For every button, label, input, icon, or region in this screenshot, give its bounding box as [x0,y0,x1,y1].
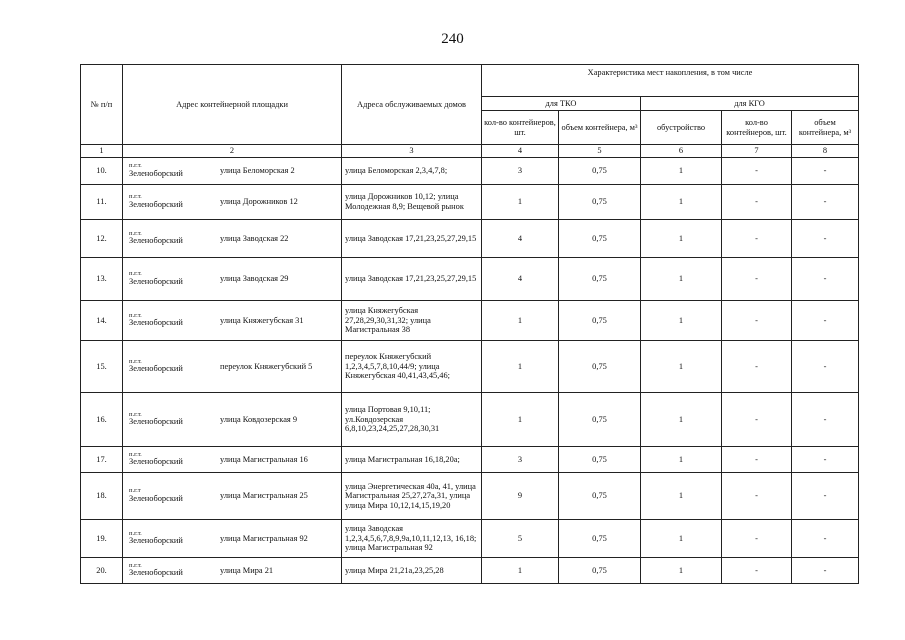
kgo-arrangement: 1 [641,473,722,520]
header-kgo: для КГО [641,97,859,111]
tko-count: 3 [482,158,559,185]
kgo-arrangement: 1 [641,158,722,185]
kgo-count: - [722,341,792,393]
kgo-count: - [722,447,792,473]
kgo-volume: - [792,393,859,447]
locality-prefix: п.г.т. [129,311,142,319]
table-row [81,447,859,473]
tko-count: 5 [482,520,559,558]
kgo-count: - [722,220,792,258]
locality-prefix: п.г.т. [129,270,142,278]
kgo-arrangement: 1 [641,447,722,473]
locality: Зеленоборский [129,277,183,287]
header-num: № п/п [81,65,123,145]
kgo-volume: - [792,158,859,185]
kgo-arrangement: 1 [641,185,722,220]
site-address [123,473,342,520]
site-address [123,447,342,473]
kgo-arrangement: 1 [641,258,722,301]
table-row [81,341,859,393]
table-row [81,558,859,584]
col-number: 8 [792,145,859,158]
tko-volume: 0,75 [559,393,641,447]
served-houses: улица Энергетическая 40а, 41, улица Магистральная 25,27,27а,31, улица улица Мира 10,12,14,15,19,20 [342,473,482,520]
site-address [123,185,342,220]
tko-volume: 0,75 [559,447,641,473]
kgo-arrangement: 1 [641,220,722,258]
site-address [123,558,342,584]
table-row [81,393,859,447]
served-houses: улица Заводская 17,21,23,25,27,29,15 [342,258,482,301]
table-row [81,520,859,558]
page-number: 240 [441,31,464,47]
kgo-arrangement: 1 [641,341,722,393]
kgo-arrangement: 1 [641,520,722,558]
locality-prefix: п.г.т. [129,193,142,201]
served-houses: улица Заводская 1,2,3,4,5,6,7,8,9,9а,10,11,12,13, 16,18; улица Магистральная 92 [342,520,482,558]
col-number: 6 [641,145,722,158]
kgo-count: - [722,158,792,185]
locality-prefix: п.г.т. [129,561,142,569]
kgo-volume: - [792,185,859,220]
tko-count: 4 [482,220,559,258]
site-address [123,393,342,447]
site-address [123,258,342,301]
header-characteristics: Характеристика мест накопления, в том числе [482,65,859,97]
served-houses: улица Дорожников 10,12; улица Молодежная 8,9; Вещевой рынок [342,185,482,220]
header-houses: Адреса обслуживаемых домов [342,65,482,145]
site-street: переулок Княжегубский 5 [220,361,313,371]
kgo-count: - [722,558,792,584]
locality-prefix: п.г.т. [129,450,142,458]
row-number: 11. [81,185,123,220]
table-row [81,473,859,520]
row-number: 10. [81,158,123,185]
table-row [81,220,859,258]
locality: Зеленоборский [129,568,183,578]
tko-volume: 0,75 [559,258,641,301]
locality: Зеленоборский [129,236,183,246]
kgo-arrangement: 1 [641,301,722,341]
site-street: улица Беломорская 2 [220,166,295,176]
tko-count: 1 [482,558,559,584]
kgo-count: - [722,185,792,220]
header-kgo-volume: объем контейнера, м³ [792,111,859,145]
col-number: 5 [559,145,641,158]
locality-prefix: п.г.т [129,487,141,495]
tko-volume: 0,75 [559,341,641,393]
kgo-count: - [722,473,792,520]
site-street: улица Дорожников 12 [220,197,298,207]
header-tko: для ТКО [482,97,641,111]
served-houses: улица Магистральная 16,18,20а; [342,447,482,473]
header-kgo-arrangement: обустройство [641,111,722,145]
table-row [81,185,859,220]
locality: Зеленоборский [129,318,183,328]
locality: Зеленоборский [129,417,183,427]
row-number: 18. [81,473,123,520]
site-street: улица Ковдозерская 9 [220,414,298,424]
served-houses: улица Беломорская 2,3,4,7,8; [342,158,482,185]
row-number: 12. [81,220,123,258]
table-row [81,258,859,301]
header-address: Адрес контейнерной площадки [123,65,342,145]
site-street: улица Заводская 22 [220,233,289,243]
kgo-arrangement: 1 [641,558,722,584]
tko-count: 1 [482,185,559,220]
locality: Зеленоборский [129,457,183,467]
locality-prefix: п.г.т. [129,529,142,537]
locality: Зеленоборский [129,364,183,374]
kgo-count: - [722,393,792,447]
tko-volume: 0,75 [559,473,641,520]
kgo-volume: - [792,341,859,393]
kgo-volume: - [792,258,859,301]
row-number: 19. [81,520,123,558]
tko-count: 1 [482,393,559,447]
tko-volume: 0,75 [559,558,641,584]
site-address [123,220,342,258]
site-street: улица Магистральная 92 [220,533,308,543]
kgo-volume: - [792,447,859,473]
row-number: 16. [81,393,123,447]
site-street: улица Мира 21 [220,565,274,575]
locality-prefix: п.г.т. [129,162,142,170]
col-number: 1 [81,145,123,158]
kgo-arrangement: 1 [641,393,722,447]
tko-count: 1 [482,301,559,341]
tko-volume: 0,75 [559,220,641,258]
site-address [123,158,342,185]
site-street: улица Заводская 29 [220,274,289,284]
row-number: 15. [81,341,123,393]
served-houses: улица Заводская 17,21,23,25,27,29,15 [342,220,482,258]
col-number: 3 [342,145,482,158]
locality: Зеленоборский [129,536,183,546]
header-tko-count: кол-во контейнеров, шт. [482,111,559,145]
kgo-volume: - [792,558,859,584]
tko-count: 4 [482,258,559,301]
locality: Зеленоборский [129,169,183,179]
site-address [123,301,342,341]
row-number: 17. [81,447,123,473]
locality-prefix: п.г.т. [129,410,142,418]
site-street: улица Княжегубская 31 [220,315,304,325]
kgo-volume: - [792,473,859,520]
kgo-count: - [722,301,792,341]
kgo-volume: - [792,520,859,558]
tko-volume: 0,75 [559,520,641,558]
row-number: 14. [81,301,123,341]
table-row [81,158,859,185]
kgo-count: - [722,258,792,301]
row-number: 13. [81,258,123,301]
container-sites-table [80,64,859,584]
header-kgo-count: кол-во контейнеров, шт. [722,111,792,145]
locality-prefix: п.г.т. [129,229,142,237]
tko-volume: 0,75 [559,301,641,341]
tko-count: 9 [482,473,559,520]
col-number: 2 [123,145,342,158]
tko-volume: 0,75 [559,185,641,220]
site-street: улица Магистральная 16 [220,454,308,464]
row-number: 20. [81,558,123,584]
served-houses: улица Княжегубская 27,28,29,30,31,32; улица Магистральная 38 [342,301,482,341]
site-street: улица Магистральная 25 [220,491,308,501]
tko-count: 3 [482,447,559,473]
served-houses: улица Мира 21,21а,23,25,28 [342,558,482,584]
site-address [123,341,342,393]
locality-prefix: п.г.т. [129,357,142,365]
table-row [81,301,859,341]
served-houses: переулок Княжегубский 1,2,3,4,5,7,8,10,44/9; улица Княжегубская 40,41,43,45,46; [342,341,482,393]
col-number: 4 [482,145,559,158]
tko-volume: 0,75 [559,158,641,185]
header-tko-volume: объем контейнера, м³ [559,111,641,145]
kgo-volume: - [792,301,859,341]
site-address [123,520,342,558]
locality: Зеленоборский [129,200,183,210]
col-number: 7 [722,145,792,158]
served-houses: улица Портовая 9,10,11; ул.Ковдозерская 6,8,10,23,24,25,27,28,30,31 [342,393,482,447]
kgo-count: - [722,520,792,558]
kgo-volume: - [792,220,859,258]
tko-count: 1 [482,341,559,393]
locality: Зеленоборский [129,494,183,504]
